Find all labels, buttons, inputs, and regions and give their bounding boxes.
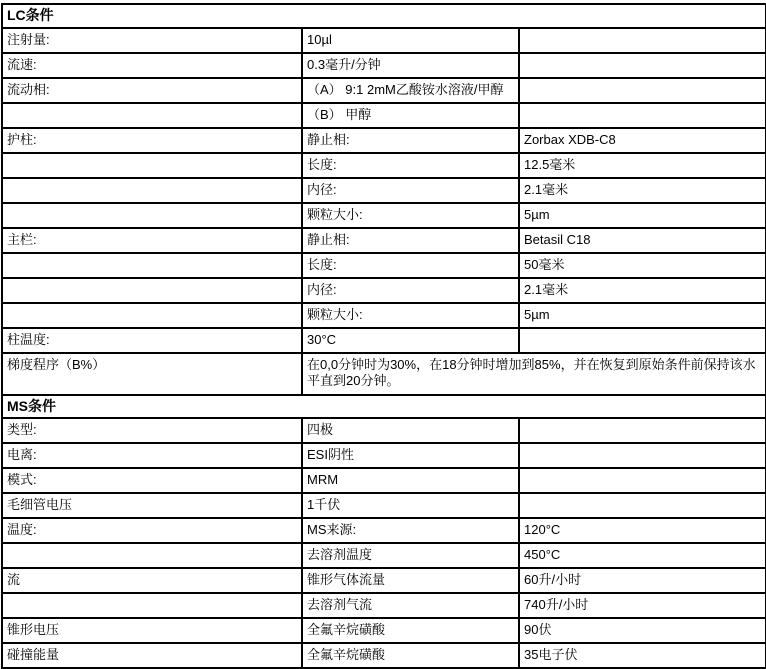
table-row	[2, 468, 766, 493]
row-label-cell	[2, 303, 302, 328]
section-title: LC条件	[2, 4, 766, 28]
row-value-cell: 5µm	[519, 303, 766, 328]
row-label-cell	[2, 543, 302, 568]
row-label-cell	[2, 203, 302, 228]
row-value-cell: 120°C	[519, 518, 766, 543]
table-row	[2, 353, 766, 395]
table-row	[2, 28, 766, 53]
table-row	[2, 278, 766, 303]
row-value-cell: 四极	[302, 418, 519, 443]
row-value-cell	[519, 493, 766, 518]
row-label-cell: 锥形电压	[2, 618, 302, 643]
table-row	[2, 593, 766, 618]
row-value-cell: 450°C	[519, 543, 766, 568]
row-value-cell: 长度:	[302, 253, 519, 278]
row-value-cell: Zorbax XDB-C8	[519, 128, 766, 153]
table-row	[2, 53, 766, 78]
row-value-cell	[519, 103, 766, 128]
conditions-table	[1, 3, 766, 669]
row-value-cell: 去溶剂气流	[302, 593, 519, 618]
row-value-cell: MS来源:	[302, 518, 519, 543]
row-label-cell	[2, 103, 302, 128]
table-row	[2, 568, 766, 593]
section-header-row	[2, 4, 766, 28]
table-row	[2, 178, 766, 203]
row-label-cell: 流速:	[2, 53, 302, 78]
row-label-cell	[2, 178, 302, 203]
row-label-cell: 类型:	[2, 418, 302, 443]
row-label-cell: 流	[2, 568, 302, 593]
row-label-cell: 主栏:	[2, 228, 302, 253]
row-value-cell: 60升/小时	[519, 568, 766, 593]
table-row	[2, 418, 766, 443]
table-row	[2, 493, 766, 518]
table-row	[2, 203, 766, 228]
table-row	[2, 643, 766, 668]
row-value-cell: 静止相:	[302, 128, 519, 153]
section-header-row	[2, 395, 766, 419]
table-row	[2, 328, 766, 353]
row-value-cell	[519, 28, 766, 53]
row-value-cell: 内径:	[302, 278, 519, 303]
table-row	[2, 228, 766, 253]
table-row	[2, 78, 766, 103]
row-value-cell: 内径:	[302, 178, 519, 203]
row-label-cell: 温度:	[2, 518, 302, 543]
row-value-cell: 颗粒大小:	[302, 303, 519, 328]
row-value-cell: 35电子伏	[519, 643, 766, 668]
row-label-cell	[2, 278, 302, 303]
row-value-cell	[519, 78, 766, 103]
row-value-cell: （A） 9:1 2mM乙酸铵水溶液/甲醇	[302, 78, 519, 103]
table-row	[2, 128, 766, 153]
row-label-cell: 模式:	[2, 468, 302, 493]
row-value-cell: 颗粒大小:	[302, 203, 519, 228]
row-label-cell: 碰撞能量	[2, 643, 302, 668]
row-label-cell: 电离:	[2, 443, 302, 468]
row-label-cell: 梯度程序（B%）	[2, 353, 302, 395]
table-row	[2, 253, 766, 278]
row-value-cell	[519, 443, 766, 468]
row-value-cell: 50毫米	[519, 253, 766, 278]
row-value-cell: 30°C	[302, 328, 519, 353]
row-value-cell	[519, 418, 766, 443]
row-value-cell: 0.3毫升/分钟	[302, 53, 519, 78]
row-value-cell: 10µl	[302, 28, 519, 53]
row-value-cell: ESI阴性	[302, 443, 519, 468]
row-value-cell: 12.5毫米	[519, 153, 766, 178]
row-value-cell: 2.1毫米	[519, 278, 766, 303]
row-label-cell	[2, 253, 302, 278]
row-value-cell	[519, 328, 766, 353]
row-value-cell: 全氟辛烷磺酸	[302, 618, 519, 643]
row-value-cell: 长度:	[302, 153, 519, 178]
row-value-cell: 1千伏	[302, 493, 519, 518]
table-row	[2, 303, 766, 328]
table-row	[2, 103, 766, 128]
section-title: MS条件	[2, 395, 766, 419]
row-value-cell: 去溶剂温度	[302, 543, 519, 568]
table-row	[2, 518, 766, 543]
row-label-cell	[2, 593, 302, 618]
row-value-cell	[519, 53, 766, 78]
row-value-cell: 2.1毫米	[519, 178, 766, 203]
row-value-cell: 740升/小时	[519, 593, 766, 618]
row-label-cell: 护柱:	[2, 128, 302, 153]
row-label-cell	[2, 153, 302, 178]
row-value-cell: 5µm	[519, 203, 766, 228]
row-label-cell: 流动相:	[2, 78, 302, 103]
row-value-cell: （B） 甲醇	[302, 103, 519, 128]
row-value-cell: 90伏	[519, 618, 766, 643]
row-label-cell: 柱温度:	[2, 328, 302, 353]
table-body	[2, 4, 766, 668]
table-row	[2, 153, 766, 178]
row-label-cell: 毛细管电压	[2, 493, 302, 518]
row-value-cell: 锥形气体流量	[302, 568, 519, 593]
row-value-cell: 全氟辛烷磺酸	[302, 643, 519, 668]
row-value-cell: Betasil C18	[519, 228, 766, 253]
table-row	[2, 443, 766, 468]
row-label-cell: 注射量:	[2, 28, 302, 53]
row-value-cell: MRM	[302, 468, 519, 493]
row-value-cell	[519, 468, 766, 493]
table-row	[2, 543, 766, 568]
row-value-cell: 静止相:	[302, 228, 519, 253]
row-value-cell: 在0,0分钟时为30%，在18分钟时增加到85%，并在恢复到原始条件前保持该水平直到20分钟。	[302, 353, 766, 395]
table-row	[2, 618, 766, 643]
